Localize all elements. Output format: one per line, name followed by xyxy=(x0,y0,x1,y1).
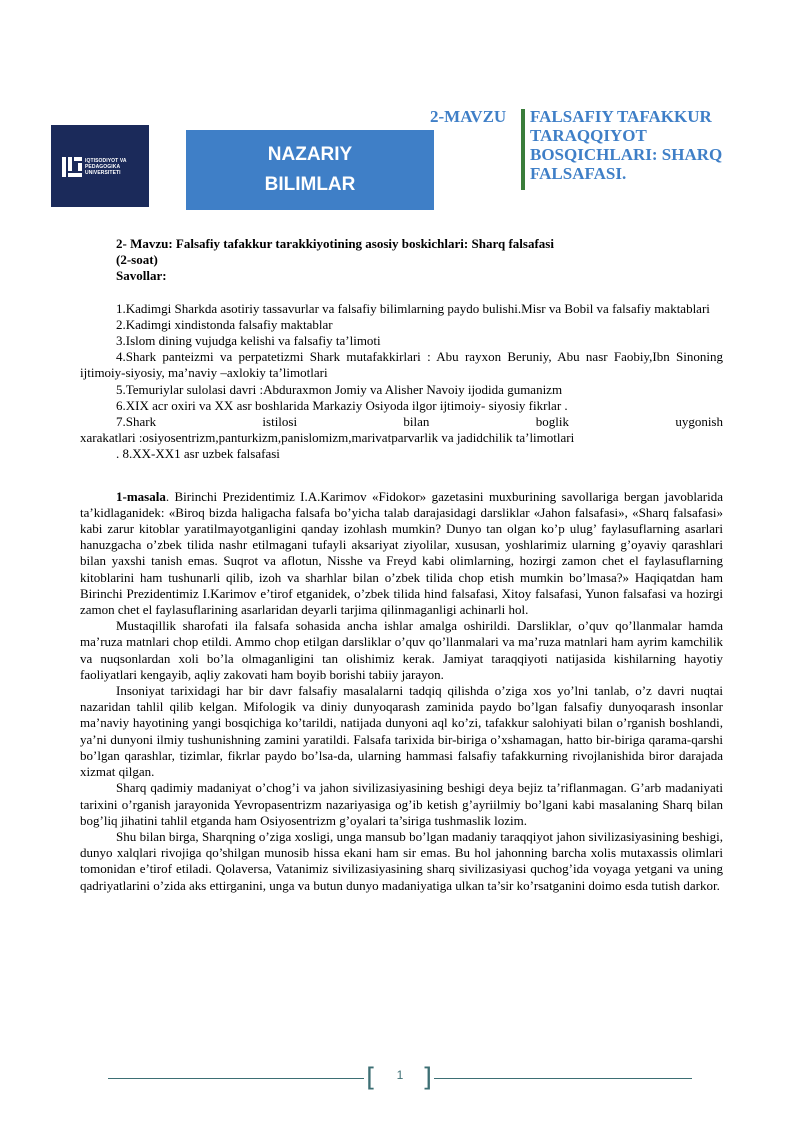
footer-brace-right-icon: ] xyxy=(422,1063,433,1093)
footer-line-left xyxy=(108,1078,364,1079)
question-item: 1.Kadimgi Sharkda asotiriy tassavurlar va falsafiy bilimlarning paydo bulishi.Misr va Bobil va falsafiy maktablari xyxy=(116,300,710,316)
logo-line: UNIVERSITETI xyxy=(85,170,121,176)
topic-title-line: TARAQQIYOT xyxy=(530,126,647,145)
footer-line-right xyxy=(434,1078,692,1079)
question-item: 7.Shark istilosi bilan boglik uygonish xyxy=(116,414,723,430)
hours-label: (2-soat) xyxy=(116,252,158,268)
paragraph: Sharq qadimiy madaniyat o’chog’i va jahon sivilizasiyasining beshigi deya bejiz ta’riflanmagan. G’arb madaniyati tarixini o’rganish jarayonida Yevropasentrizm nazariyasiga og’ib ketish g’ayriilmiy bo’lgani kabi masalaning Sharq bilan bog’liq jihatini tahlil etganda ham Osiyosentrizm g’oyalari ta’siriga tushmaslik lozim. xyxy=(80,780,723,828)
logo-text xyxy=(85,158,145,176)
paragraph: Shu bilan birga, Sharqning o’ziga xosligi, unga mansub bo’lgan madaniy taraqqiyot jahon sivilizasiyasining beshigi, dunyo xalqlari rivojiga qo’shilgan munosib hissa ekani ham sir emas. Bu hol jahonning barcha xolis mutaxassis olimlari tomonidan e’tirof etiladi. Qolaversa, Vatanimiz sivilizasiyasining sharq sivilizasiyasi quchog’ida voyaga yetgani va uning qadriyatlarini o’zida aks ettirganini, unga va butun dunyo madaniyatiga ulkan ta’sir ko’rsatganini doimo esda tutish darkor. xyxy=(80,828,723,893)
paragraph-text: . Birinchi Prezidentimiz I.A.Karimov «Fidokor» gazetasini muxburining savollariga bergan javoblarida ta’kidlaganidek: «Biroq bizda haligacha falsafa bo’yicha talab darajasidagi darsliklar «Jahon falsafasi», «Sharq falsafasi» kabi zarur kitoblar yaratilmayotganligini qanday izohlash mumkin? Dunyo tan olgan ko’p ulug’ faylasuflarning asarlari hanuzgacha o’zbek tilida nashr etilmagani tufayli aksariyat ziyolilar, xususan, yoshlarimiz ularning g’oyaviy qarashlari bilan yaxshi tanish emas. Suqrot va aflotun, Nisshe va Freyd kabi olimlarning, hozirgi zamon chet el faylasuflarning kitoblarini ham tushunarli qilib, izoh va sharhlar bilan o’zbek tilida chop etish mumkin bo’lmasa?» Haqiqatdan ham Birinchi Prezidentimiz I.Karimov e’tirof etganidek, o’zbek tilida hind falsafasi, Xitoy falsafasi, Yunon falsafasi va hozirgi zamon chet el faylasuflarining asarlaridan deyarli tarjima qilinmaganligi achinarli hol. xyxy=(80,488,723,618)
question-item: 4.Shark panteizmi va perpatetizmi Shark mutafakkirlari : Abu rayxon Beruniy, Abu nasr Faobiy,Ibn Sinoning ijtimoiy-siyosiy, ma’naviy –axlokiy ta’limotlari xyxy=(80,349,723,381)
university-logo xyxy=(51,125,149,207)
question-item: 2.Kadimgi xindistonda falsafiy maktablar xyxy=(116,316,333,332)
topic-number: 2-MAVZU xyxy=(430,107,507,126)
logo-line: IQTISODIYOT VA xyxy=(85,158,127,164)
topic-title-line: FALSAFIY TAFAKKUR xyxy=(530,107,712,126)
paragraph: Insoniyat tarixidagi har bir davr falsafiy masalalarni tadqiq qilishda o’ziga xos yo’lni tanlab, o’z davri nuqtai nazaridan tahlil qilib kelgan. Mifologik va diniy dunyoqarash zaminida paydo bo’lgan falsafiy dunyoqarash insonlar ma’naviy hayotining yangi bosqichiga ko’tarildi, natijada dunyoni aql ko’zi, tafakkur salohiyati bilan o’rganish boshlandi, ya’ni dunyoni ilmiy tushunishning zamini yaratildi. Falsafa tarixida bir-biriga o’xshamagan, hatto bir-biriga qarama-qarshi bo’lgan qarashlar, tizimlar, fikrlar paydo bo’lsa-da, ularning hammasi falsafiy tafakkurning rivojlanishida biror darajada xizmat qilgan. xyxy=(80,683,723,780)
header-divider xyxy=(521,109,525,190)
masala-label: 1-masala xyxy=(116,488,166,504)
badge-line: NAZARIY xyxy=(267,144,353,165)
question-item: 3.Islom dining vujudga kelishi va falsafiy ta’limoti xyxy=(116,333,381,349)
page-number: 1 xyxy=(396,1068,404,1082)
question-item: 6.XIX acr oxiri va XX asr boshlarida Markaziy Osiyoda ilgor ijtimoiy- siyosiy fikrlar . xyxy=(116,397,568,413)
topic-title-line: BOSQICHLARI: SHARQ xyxy=(530,145,723,164)
topic-title xyxy=(530,107,770,183)
logo-mark-icon xyxy=(62,157,82,177)
question-item: 5.Temuriylar sulolasi davri :Abduraxmon Jomiy va Alisher Navoiy ijodida gumanizm xyxy=(116,381,563,397)
document-body xyxy=(80,236,723,894)
question-item: xarakatlari :osiyosentrizm,panturkizm,panislomizm,marivatparvarlik va jadidchilik ta’limotlari xyxy=(80,430,575,446)
logo-line: PEDAGOGIKA xyxy=(85,164,121,170)
paragraph: Mustaqillik sharofati ila falsafa sohasida ancha ishlar amalga oshirildi. Darsliklar, o’quv qo’llanmalar hamda ma’ruza matnlari chop etildi. Ammo chop etilgan darsliklar o’quv qo’llanmalari va ma’ruza matnlari ham ayrim kamchilik va nuqsonlardan xoli bo’la olmaganligini tan olishimiz kerak. Jamiyat taraqqiyoti natijasida kishilarning hayotiy faoliyatlari kengayib, aqliy zakovati ham boyib borishi tabiiy jarayon. xyxy=(80,618,723,682)
badge-line: BILIMLAR xyxy=(264,174,356,195)
questions-label: Savollar: xyxy=(116,268,167,284)
section-badge xyxy=(186,130,434,210)
footer-brace-left-icon: [ xyxy=(366,1063,377,1093)
topic-title-line: FALSAFASI. xyxy=(530,164,627,183)
question-item: . 8.XX-XX1 asr uzbek falsafasi xyxy=(116,446,280,462)
paragraph xyxy=(80,489,723,619)
document-heading: 2- Mavzu: Falsafiy tafakkur tarakkiyotining asosiy boskichlari: Sharq falsafasi xyxy=(116,236,554,251)
